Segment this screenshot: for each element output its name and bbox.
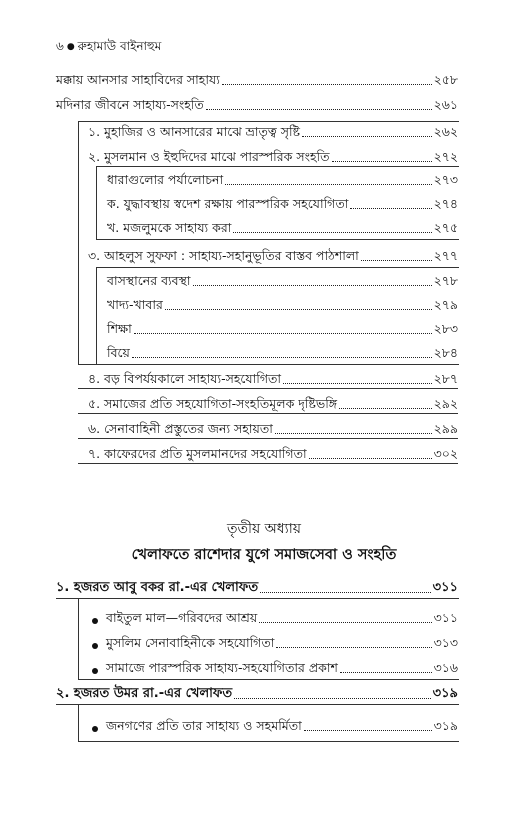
toc-entry[interactable] [88, 371, 458, 387]
toc-entry-title: বাসস্থানের ব্যবস্থা [107, 273, 191, 288]
toc-entry-title: ৪. বড় বিপর্যয়কালে সাহায্য-সহযোগিতা [88, 371, 282, 386]
toc-entry-title: ২. হজরত উমর রা.-এর খেলাফত [56, 686, 233, 701]
dot-leader [276, 647, 431, 648]
dot-leader [260, 592, 431, 593]
toc-entry-page: ২৬২ [433, 124, 458, 139]
toc-section-entry[interactable] [56, 686, 458, 702]
running-header [56, 38, 161, 58]
toc-entry-page: ৩১৯ [433, 718, 458, 733]
toc-entry-page: ২৭৩ [433, 172, 458, 187]
toc-entry-page: ৩১৯ [432, 686, 458, 701]
dot-leader [332, 161, 432, 162]
bullet-icon [92, 726, 98, 732]
toc-entry-title: ১. মুহাজির ও আনসারের মাঝে ভ্রাতৃত্ব সৃষ্টি [88, 124, 301, 139]
toc-entry-page: ৩০২ [433, 446, 458, 461]
toc-entry-page: ২৮৭ [433, 371, 458, 386]
bullet-icon [92, 643, 98, 649]
dot-leader [234, 698, 430, 699]
toc-entry-page: ২৮৪ [433, 345, 458, 360]
toc-entry[interactable] [92, 718, 458, 734]
dot-leader [339, 408, 432, 409]
toc-entry-page: ২৭৪ [433, 196, 458, 211]
toc-entry-page: ২৭৭ [433, 248, 458, 263]
toc-entry-title: খাদ্য-খাবার [107, 297, 163, 312]
dot-leader [193, 285, 432, 286]
toc-entry[interactable] [88, 421, 458, 437]
toc-entry[interactable] [107, 196, 458, 212]
toc-entry[interactable] [88, 446, 458, 462]
toc-entry-title: শিক্ষা [107, 321, 132, 336]
dot-leader [340, 672, 432, 673]
divider-rule [78, 388, 458, 389]
toc-entry-title: ৩. আহলুস সুফফা : সাহায্য-সহানুভূতির বাস্তব পাঠশালা [88, 248, 359, 263]
toc-entry[interactable] [88, 149, 458, 165]
toc-entry[interactable] [88, 124, 458, 140]
dot-leader [350, 208, 431, 209]
bullet-icon [92, 618, 98, 624]
toc-entry-title: মক্কায় আনসার সাহাবিদের সাহায্য [56, 72, 220, 87]
dot-leader [361, 260, 432, 261]
toc-entry[interactable] [56, 97, 458, 113]
toc-entry-title: খ. মজলুমকে সাহায্য করা [107, 220, 232, 235]
chapter-title: খেলাফতে রাশেদার যুগে সমাজসেবা ও সংহতি [131, 547, 397, 563]
dot-leader [275, 433, 432, 434]
dot-leader [134, 333, 432, 334]
dot-leader [302, 136, 432, 137]
book-title: রুহামাউ বাইনাহুম [77, 39, 162, 53]
toc-entry-title: মদিনার জীবনে সাহায্য-সংহতি [56, 97, 204, 112]
dot-leader [222, 84, 432, 85]
dot-leader [233, 232, 431, 233]
toc-section-entry[interactable] [56, 580, 458, 596]
toc-entry[interactable] [88, 396, 458, 412]
toc-entry[interactable] [107, 273, 458, 289]
toc-entry-title: মুসলিম সেনাবাহিনীকে সহযোগিতা [106, 635, 275, 650]
toc-entry-title: ৭. কাফেরদের প্রতি মুসলমানদের সহযোগিতা [88, 446, 307, 461]
toc-entry-page: ৩১১ [433, 610, 458, 625]
dot-leader [165, 309, 432, 310]
dot-leader [132, 357, 432, 358]
toc-entry[interactable] [107, 172, 458, 188]
toc-entry-page: ২৯২ [433, 396, 458, 411]
toc-entry[interactable] [107, 220, 458, 236]
bullet-separator-icon: ● [66, 42, 75, 52]
toc-entry-title: সামাজে পারস্পরিক সাহায্য-সহযোগিতার প্রকাশ [106, 660, 338, 675]
dot-leader [283, 383, 432, 384]
divider-rule [78, 413, 458, 414]
toc-entry[interactable] [92, 635, 458, 651]
divider-rule [78, 438, 458, 439]
dot-leader [309, 458, 432, 459]
divider-rule [78, 463, 458, 464]
toc-entry[interactable] [56, 72, 458, 88]
dot-leader [206, 109, 432, 110]
toc-entry[interactable] [92, 660, 458, 676]
toc-entry-title: বাইতুল মাল—গরিবদের আশ্রয় [106, 610, 258, 625]
dot-leader [304, 730, 432, 731]
toc-entry-page: ২৭৫ [433, 220, 458, 235]
toc-entry-title: জনগণের প্রতি তার সাহায্য ও সহমর্মিতা [106, 718, 302, 733]
toc-entry-title: ৬. সেনাবাহিনী প্রস্তুতের জন্য সহায়তা [88, 421, 273, 436]
toc-entry-page: ২৭৯ [433, 297, 458, 312]
chapter-number: তৃতীয় অধ্যায় [226, 521, 302, 537]
toc-entry-page: ২৭২ [433, 149, 458, 164]
toc-entry[interactable] [88, 248, 458, 264]
toc-entry-page: ২৮৩ [433, 321, 458, 336]
toc-entry-title: ১. হজরত আবু বকর রা.-এর খেলাফত [56, 580, 259, 595]
toc-entry-page: ২৯৯ [433, 421, 458, 436]
toc-entry-title: ৫. সমাজের প্রতি সহযোগিতা-সংহতিমূলক দৃষ্টিভঙ্গি [88, 396, 338, 411]
toc-entry-page: ৩১৬ [433, 660, 458, 675]
bullet-icon [92, 668, 98, 674]
toc-entry-page: ৩১৩ [433, 635, 458, 650]
page-number: ৬ [56, 39, 64, 53]
toc-entry[interactable] [92, 610, 458, 626]
toc-entry[interactable] [107, 297, 458, 313]
toc-entry[interactable] [107, 321, 458, 337]
toc-entry[interactable] [107, 345, 458, 361]
toc-entry-page: ২৬১ [433, 97, 458, 112]
toc-entry-page: ২৫৮ [433, 72, 458, 87]
toc-entry-title: বিয়ে [107, 345, 130, 360]
toc-entry-title: ক. যুদ্ধাবস্থায় স্বদেশ রক্ষায় পারস্পরিক সহযোগিতা [107, 196, 349, 211]
toc-entry-title: ২. মুসলমান ও ইহুদিদের মাঝে পারস্পরিক সংহতি [88, 149, 330, 164]
dot-leader [225, 184, 431, 185]
toc-entry-page: ২৭৮ [433, 273, 458, 288]
dot-leader [259, 622, 431, 623]
toc-entry-page: ৩১১ [432, 580, 458, 595]
toc-entry-title: ধারাগুলোর পর্যালোচনা [107, 172, 224, 187]
